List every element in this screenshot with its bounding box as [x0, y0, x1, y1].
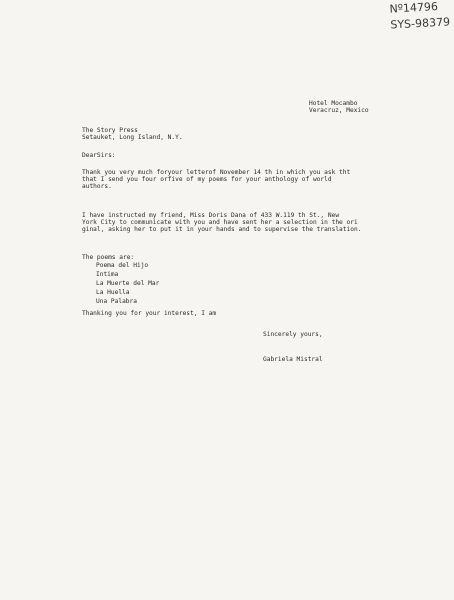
recipient-line-2: Setauket, Long Island, N.Y.: [82, 134, 183, 142]
paragraph-1-line-2: that I send you four orfive of my poems for your anthology of world: [82, 176, 332, 184]
sender-line-1: Hotel Mocambo: [309, 100, 358, 107]
poems-intro: The poems are:: [82, 254, 135, 261]
poem-title: La Muerte del Mar: [96, 280, 160, 287]
paragraph-2-line-2: York City to communicate with you and have sent her a selection in the ori: [82, 219, 358, 227]
paragraph-2-line-1: I have instructed my friend, Miss Doris Dana of 433 W.119 th St., New: [82, 212, 340, 219]
system-number: SYS-98379: [390, 15, 451, 32]
paragraph-1-line-3: authors.: [82, 183, 112, 191]
recipient-line-1: The Story Press: [82, 127, 138, 134]
archive-number: Nº14796: [389, 0, 439, 16]
signature-name: Gabriela Mistral: [263, 356, 323, 363]
closing-line: Thanking you for your interest, I am: [82, 310, 217, 317]
paragraph-2: [82, 212, 361, 234]
paragraph-2-line-3: ginal, asking her to put it in your hands and to supervise the translation.: [82, 226, 362, 234]
recipient-address: [82, 127, 183, 141]
sender-address: [309, 100, 369, 114]
poem-title: Intima: [96, 271, 119, 278]
poem-title: La Huella: [96, 289, 130, 296]
paragraph-1-line-1: Thank you very much foryour letterof November 14 th in which you ask tht: [82, 169, 351, 176]
poem-title: Una Palabra: [96, 298, 137, 305]
salutation: DearSirs:: [82, 152, 116, 159]
poem-title: Poema del Hijo: [96, 262, 149, 269]
archive-annotation: [390, 0, 451, 34]
sender-line-2: Veracruz, Mexico: [309, 107, 369, 115]
paragraph-1: [82, 169, 350, 191]
signoff: Sincerely yours,: [263, 331, 323, 338]
